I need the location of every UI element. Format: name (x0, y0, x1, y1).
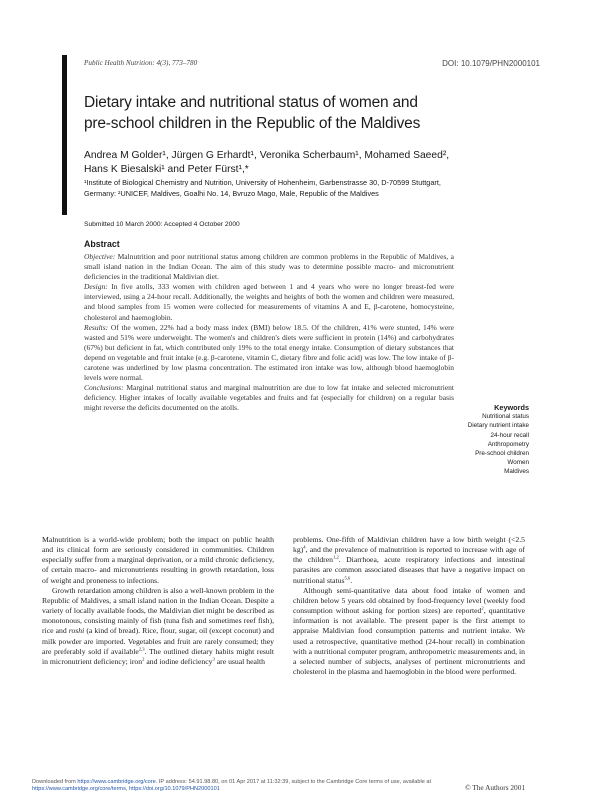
keyword-item: Dietary nutrient intake (467, 422, 529, 430)
conclusions-text: Marginal nutritional status and marginal malnutrition are due to low fat intake and selected micronutrient deficiency. Higher intakes of locally available vegetables and fruits and fat (especially for children) on a regular basis might reverse the deficits documented on the atolls. (84, 383, 455, 413)
keyword-item: Maldives (504, 468, 529, 476)
citation-ref: 2 (142, 656, 145, 662)
margin-bar (62, 55, 67, 215)
keyword-item: Pre-school children (475, 450, 529, 458)
abstract-heading: Abstract (84, 239, 120, 249)
citation-ref: 1,2 (333, 554, 339, 560)
objective-label: Objective: (84, 252, 116, 261)
body-paragraph (293, 586, 525, 677)
citation-ref: 5,6 (344, 575, 351, 581)
title-line-1: Dietary intake and nutritional status of women and (84, 94, 418, 111)
footer-line-1 (32, 779, 532, 786)
text-run: are usual health (214, 656, 266, 666)
footer-line-2: https://www.cambridge.org/core/terms, https://doi.org/10.1079/PHN2000101 (32, 786, 220, 792)
body-paragraph (293, 535, 525, 586)
doi-link[interactable]: https://doi.org/10.1079/PHN2000101 (129, 786, 220, 792)
text-run: Although semi-quantitative data about food intake of women and children below 5 years old obtained by food-frequency level (weekly food consumption without asking for portion sizes) are reported (293, 585, 525, 616)
body-column-left (42, 535, 274, 667)
affiliation-line-2: Germany: ²UNICEF, Maldives, Goalhi No. 14, Bvruzo Mago, Male, Republic of the Maldives (84, 188, 379, 198)
results-text: Of the women, 22% had a body mass index (BMI) below 18.5. Of the children, 41% were stunted, 14% were wasted and 51% were underweight. The women's and children's diets were sufficient in protein (14%) and carbohydrates (67%) but deficient in fat, which contributed only 19% to the total energy intake. Consumption of dietary substances that depend on vegetable and fruit intake (e.g. β-carotene, vitamin C, dietary fibre and folic acid) was low. The low intake of β-carotene was underlined by low plasma concentration. The estimated iron intake was low, although blood haemoglobin levels were normal. (84, 322, 454, 383)
text-run: . (350, 575, 353, 585)
affiliation-line-1: ¹Institute of Biological Chemistry and Nutrition, University of Hohenheim, Garbenstrasse 30, D-70599 Stuttgart, (84, 178, 441, 187)
body-paragraph (42, 586, 274, 667)
keyword-item: Anthropometry (487, 440, 529, 448)
text-run: and iodine deficiency (144, 656, 213, 666)
terms-link[interactable]: https://www.cambridge.org/core/terms (32, 786, 126, 792)
text-run: (a kind of bread). Rice, flour, sugar, oil (except coconut) and milk powder are imported. Vegetables and fruit are rarely consumed; they are preferably sold if available (42, 626, 274, 656)
copyright-notice: © The Authors 2001 (465, 783, 525, 792)
authors-line-1: Andrea M Golder¹, Jürgen G Erhardt¹, Veronika Scherbaum¹, Mohamed Saeed², (84, 150, 450, 161)
conclusions-label: Conclusions: (84, 383, 124, 393)
keywords-box (409, 403, 529, 477)
abstract-results (84, 323, 454, 384)
citation-ref: 4 (303, 544, 306, 550)
design-text: In five atolls, 333 women with children aged between 1 and 4 years who were no longer breast-fed were interviewed, using a 24-hour recall. Additionally, the weights and heights of both the women and children were measured, and blood samples from 15 women were collected for measurements of vitamins A and E, β-carotene, homocysteine, cholesterol and haemoglobin. (84, 282, 455, 322)
abstract-design (84, 282, 454, 322)
objective-text: Malnutrition and poor nutritional status among children are common problems in the Republic of Maldives, a small island nation in the Indian Ocean. The aim of this study was to determine possible macro- and micronutrient deficiencies in the traditional Maldivian diet. (84, 252, 454, 282)
citation-ref: 2,3 (138, 646, 145, 652)
text-run: Growth retardation among children is also a well-known problem in the Republic of Maldives, a small island nation in the Indian Ocean. Despite a variety of locally available foods, the Maldivian diet might be described as monotonous, consisting mainly of fish (tuna fish and sometimes reef fish), rice and (42, 585, 274, 636)
author-list (84, 149, 544, 176)
footer-text: Downloaded from (32, 779, 78, 785)
keyword-item: 24-hour recall (490, 431, 529, 439)
cambridge-core-link[interactable]: https://www.cambridge.org/core (77, 779, 156, 785)
title-line-2: pre-school children in the Republic of the Maldives (84, 115, 421, 132)
abstract-conclusions (84, 383, 454, 413)
article-title (84, 92, 504, 134)
text-run: , and the prevalence of malnutrition is reported to increase with age of the children (293, 545, 525, 565)
italic-term: roshi (68, 626, 85, 636)
download-footer (32, 779, 532, 793)
abstract-body (84, 252, 454, 414)
text-run: , quantitative information is not available. The present paper is the first attempt to appraise Maldivian food consumption patterns and nutrient intake. We used a retrospective, quantitative method (24-hour recall) in combination with a nutritional computer program, anthropometric measurements and, in a selected number of subjects, analyses of pertinent micronutrients and cholesterol in the plasma and haemoglobin in the blood were performed. (293, 606, 525, 677)
footer-text: . IP address: 54.91.98.80, on 01 Apr 2017 at 11:32:39, subject to the Cambridge Core terms of use, available at (155, 779, 432, 785)
authors-line-2: Hans K Biesalski¹ and Peter Fürst¹,* (84, 163, 249, 175)
abstract-objective (84, 252, 454, 282)
text-run: . The outlined dietary habits might result in micronutrient deficiency; iron (42, 646, 274, 666)
text-run: problems. One-fifth of Maldivian children have a low birth weight (<2.5 kg) (293, 535, 525, 555)
results-label: Results: (84, 322, 109, 332)
body-column-right (293, 535, 525, 677)
keyword-item: Nutritional status (482, 413, 529, 421)
doi-label: DOI: 10.1079/PHN2000101 (442, 59, 540, 68)
citation-ref: 2 (481, 605, 484, 611)
body-paragraph: Malnutrition is a world-wide problem; both the impact on public health and its clinical form are seriously considered in communities. Children especially suffer from a marginal deprivation, or a mild chronic deficiency, of certain macro- and micronutrients resulting in growth retardation, loss of weight and proneness to infections. (42, 535, 274, 585)
running-head: Public Health Nutrition: 4(3), 773–780 (84, 59, 198, 67)
keyword-item: Women (507, 459, 529, 467)
affiliations (84, 178, 544, 199)
design-label: Design: (84, 282, 108, 292)
text-run: . Diarrhoea, acute respiratory infections and intestinal parasites are common associated diseases that have a negative impact on nutritional status (293, 555, 525, 585)
citation-ref: 3 (212, 656, 215, 662)
submission-dates: Submitted 10 March 2000: Accepted 4 October 2000 (84, 221, 240, 228)
keywords-heading: Keywords (494, 403, 529, 412)
